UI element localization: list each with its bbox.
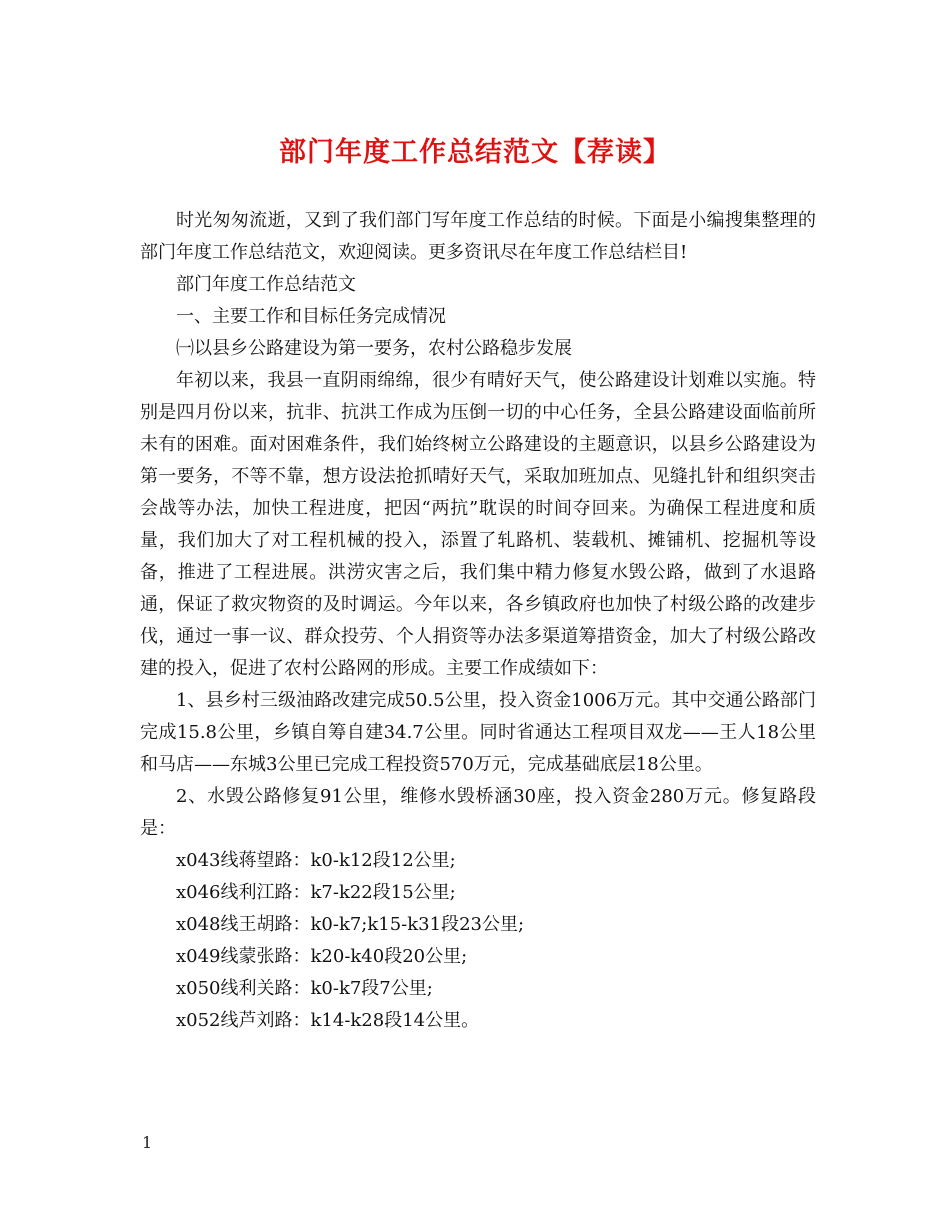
body-paragraph: 1、县乡村三级油路改建完成50.5公里，投入资金1006万元。其中交通公路部门完成15.8公里，乡镇自筹自建34.7公里。同时省通达工程项目双龙——王人18公里和马店——东城3公里已完成工程投资570万元，完成基础底层18公里。 bbox=[140, 690, 816, 775]
road-list-item: x046线利江路：k7-k22段15公里; bbox=[176, 882, 456, 903]
road-list-item: x043线蒋望路：k0-k12段12公里; bbox=[176, 850, 456, 871]
subsection-heading: ㈠以县乡公路建设为第一要务，农村公路稳步发展 bbox=[176, 338, 572, 359]
road-list-item: x049线蒙张路：k20-k40段20公里; bbox=[176, 946, 468, 967]
document-body bbox=[140, 205, 816, 1037]
page-number: 1 bbox=[142, 1133, 153, 1152]
road-list-item: x052线芦刘路：k14-k28段14公里。 bbox=[176, 1010, 480, 1031]
body-paragraph: 2、水毁公路修复91公里，维修水毁桥涵30座，投入资金280万元。修复路段是： bbox=[140, 786, 816, 839]
document-title: 部门年度工作总结范文【荐读】 bbox=[279, 137, 671, 168]
body-paragraph: 年初以来，我县一直阴雨绵绵，很少有晴好天气，使公路建设计划难以实施。特别是四月份以来，抗非、抗洪工作成为压倒一切的中心任务，全县公路建设面临前所未有的困难。面对困难条件，我们始终树立公路建设的主题意识，以县乡公路建设为第一要务，不等不靠，想方设法抢抓晴好天气，采取加班加点、见缝扎针和组织突击会战等办法，加快工程进度，把因“两抗”耽误的时间夺回来。为确保工程进度和质量，我们加大了对工程机械的投入，添置了轧路机、装载机、摊铺机、挖掘机等设备，推进了工程进展。洪涝灾害之后，我们集中精力修复水毁公路，做到了水退路通，保证了救灾物资的及时调运。今年以来，各乡镇政府也加快了村级公路的改建步伐，通过一事一议、群众投劳、个人捐资等办法多渠道筹措资金，加大了村级公路改建的投入，促进了农村公路网的形成。主要工作成绩如下： bbox=[140, 370, 816, 679]
section-heading: 部门年度工作总结范文 bbox=[176, 274, 356, 295]
intro-paragraph: 时光匆匆流逝，又到了我们部门写年度工作总结的时候。下面是小编搜集整理的部门年度工作总结范文，欢迎阅读。更多资讯尽在年度工作总结栏目! bbox=[140, 210, 816, 263]
road-list-item: x048线王胡路：k0-k7;k15-k31段23公里; bbox=[176, 914, 525, 935]
section-heading: 一、主要工作和目标任务完成情况 bbox=[176, 306, 446, 327]
road-list-item: x050线利关路：k0-k7段7公里; bbox=[176, 978, 433, 999]
